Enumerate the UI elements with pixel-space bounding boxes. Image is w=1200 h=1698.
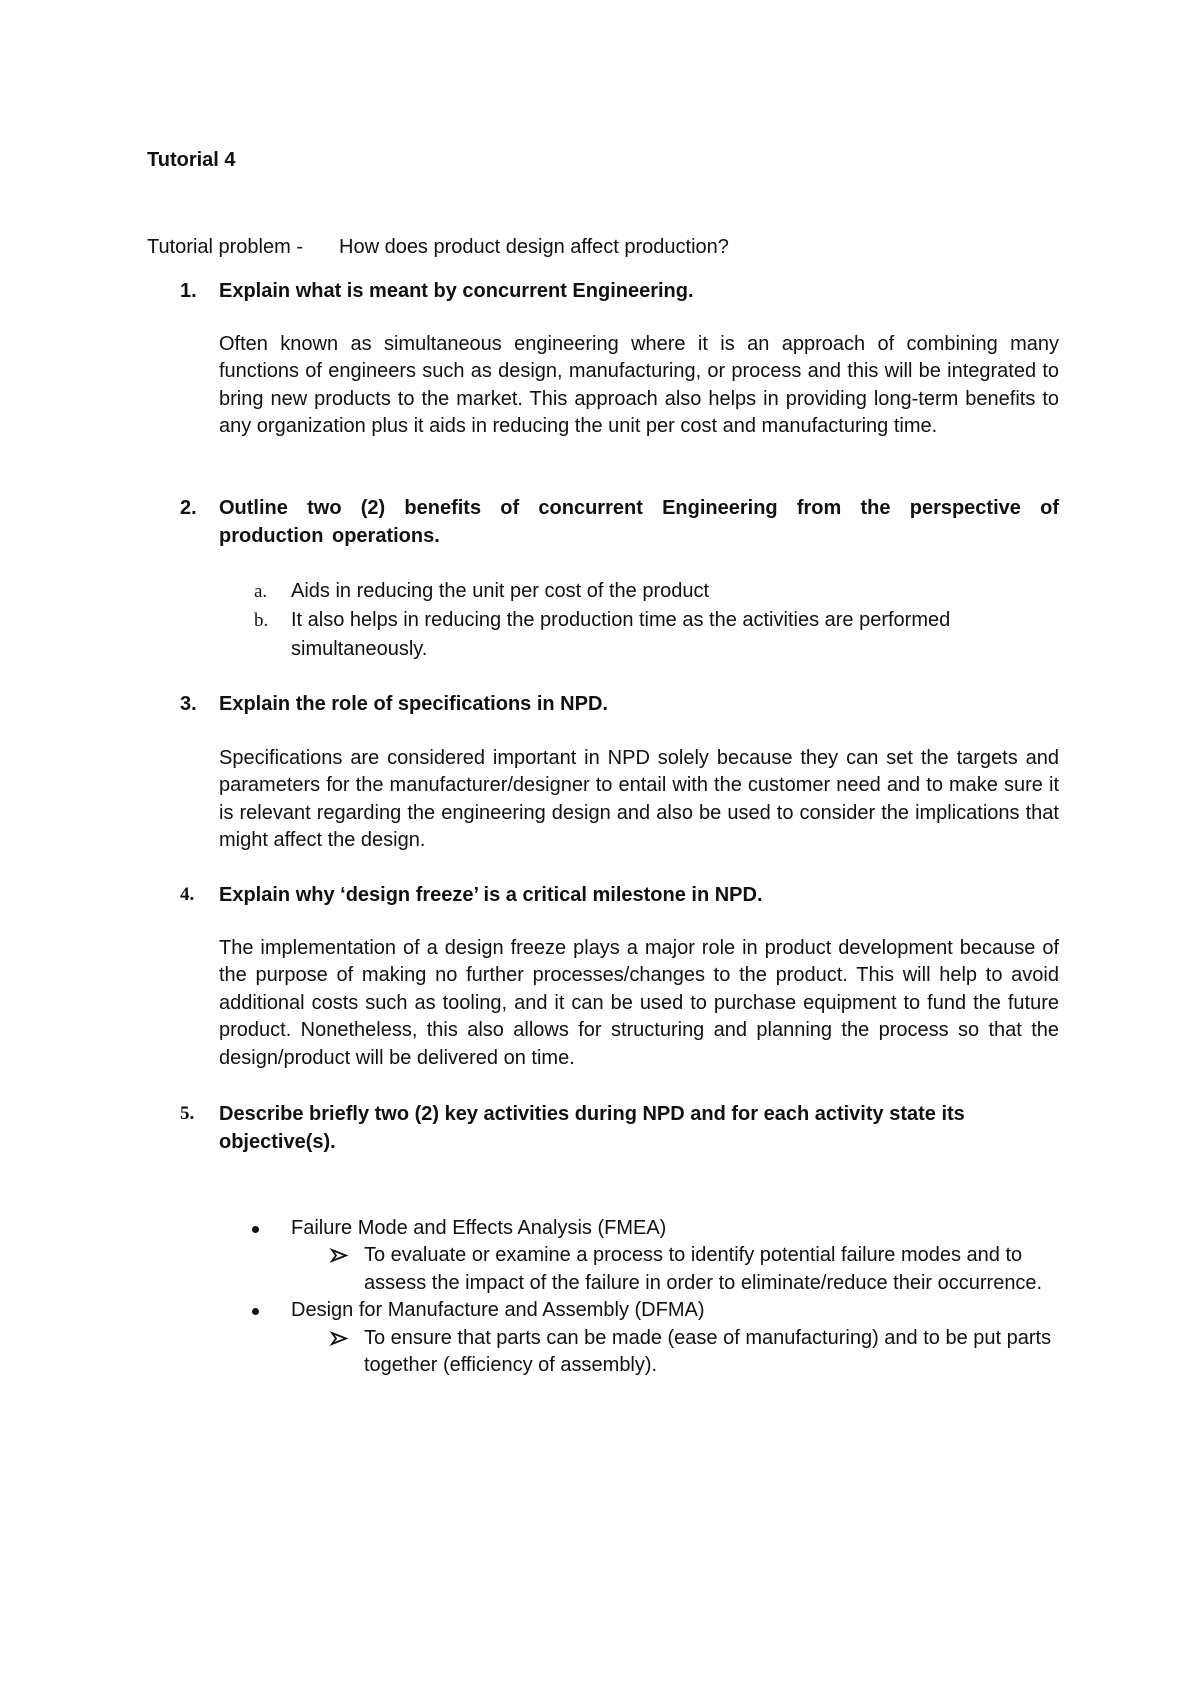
question-2-text: Outline two (2) benefits of concurrent Engineering from the perspective of production operations. (219, 497, 1059, 547)
question-5-activities-list (291, 1215, 1061, 1379)
bullet-icon (252, 1226, 259, 1233)
question-2-number: 2. (180, 497, 197, 519)
question-4-heading (180, 881, 1059, 909)
question-5-number: 5. (180, 1103, 195, 1124)
question-4-text: Explain why ‘design freeze’ is a critical milestone in NPD. (219, 884, 763, 906)
question-5-heading (180, 1100, 1059, 1156)
question-2-heading (180, 495, 1059, 550)
activity-name: Failure Mode and Effects Analysis (FMEA) (291, 1217, 667, 1239)
list-marker: b. (254, 610, 269, 631)
list-item (254, 577, 1061, 606)
list-item (254, 606, 1051, 664)
question-3-heading (180, 690, 1059, 718)
list-item-text: It also helps in reducing the production time as the activities are performed simultaneously. (291, 609, 951, 660)
activity-objective (364, 1242, 1061, 1297)
question-4-answer: The implementation of a design freeze plays a major role in product development because of the purpose of making no further processes/changes to the product. This will help to avoid additional costs such as tooling, and it can be used to purchase equipment to fund the future product. Nonetheless, this also allows for structuring and planning the process so that the design/product will be delivered on time. (219, 937, 1059, 1069)
question-4-number: 4. (180, 884, 195, 905)
bullet-icon (252, 1308, 259, 1315)
page-title: Tutorial 4 (147, 149, 236, 171)
question-3-number: 3. (180, 693, 197, 715)
question-1-number: 1. (180, 280, 197, 302)
arrow-bullet-icon (329, 1325, 349, 1352)
question-1-answer: Often known as simultaneous engineering where it is an approach of combining many functions of engineers such as design, manufacturing, or process and this will be integrated to bring new products to the market. This approach also helps in providing long-term benefits to any organization plus it aids in reducing the unit per cost and manufacturing time. (219, 333, 1059, 438)
activity-objective (364, 1325, 1061, 1380)
problem-label: Tutorial problem - (147, 236, 303, 258)
activity-item (291, 1215, 1061, 1297)
question-2-benefits-list (254, 577, 1061, 664)
tutorial-problem (147, 233, 729, 261)
question-3-text: Explain the role of specifications in NPD. (219, 693, 608, 715)
question-1-heading (180, 277, 1059, 305)
question-1-text: Explain what is meant by concurrent Engineering. (219, 280, 694, 302)
activity-item (291, 1297, 1061, 1379)
arrow-bullet-icon (329, 1242, 349, 1269)
activity-objective-text: To ensure that parts can be made (ease of manufacturing) and to be put parts together (efficiency of assembly). (364, 1326, 1052, 1377)
question-5-text: Describe briefly two (2) key activities during NPD and for each activity state its objective(s). (219, 1103, 965, 1153)
problem-question: How does product design affect production? (339, 236, 729, 258)
list-marker: a. (254, 581, 268, 602)
question-3-answer: Specifications are considered important in NPD solely because they can set the targets and parameters for the manufacturer/designer to entail with the customer need and to make sure it is relevant regarding the engineering design and also be used to consider the implications that might affect the design. (219, 747, 1059, 852)
activity-name: Design for Manufacture and Assembly (DFMA) (291, 1299, 705, 1322)
list-item-text: Aids in reducing the unit per cost of the product (291, 580, 710, 602)
activity-objective-text: To evaluate or examine a process to identify potential failure modes and to assess the impact of the failure in order to eliminate/reduce their occurrence. (364, 1244, 1043, 1294)
